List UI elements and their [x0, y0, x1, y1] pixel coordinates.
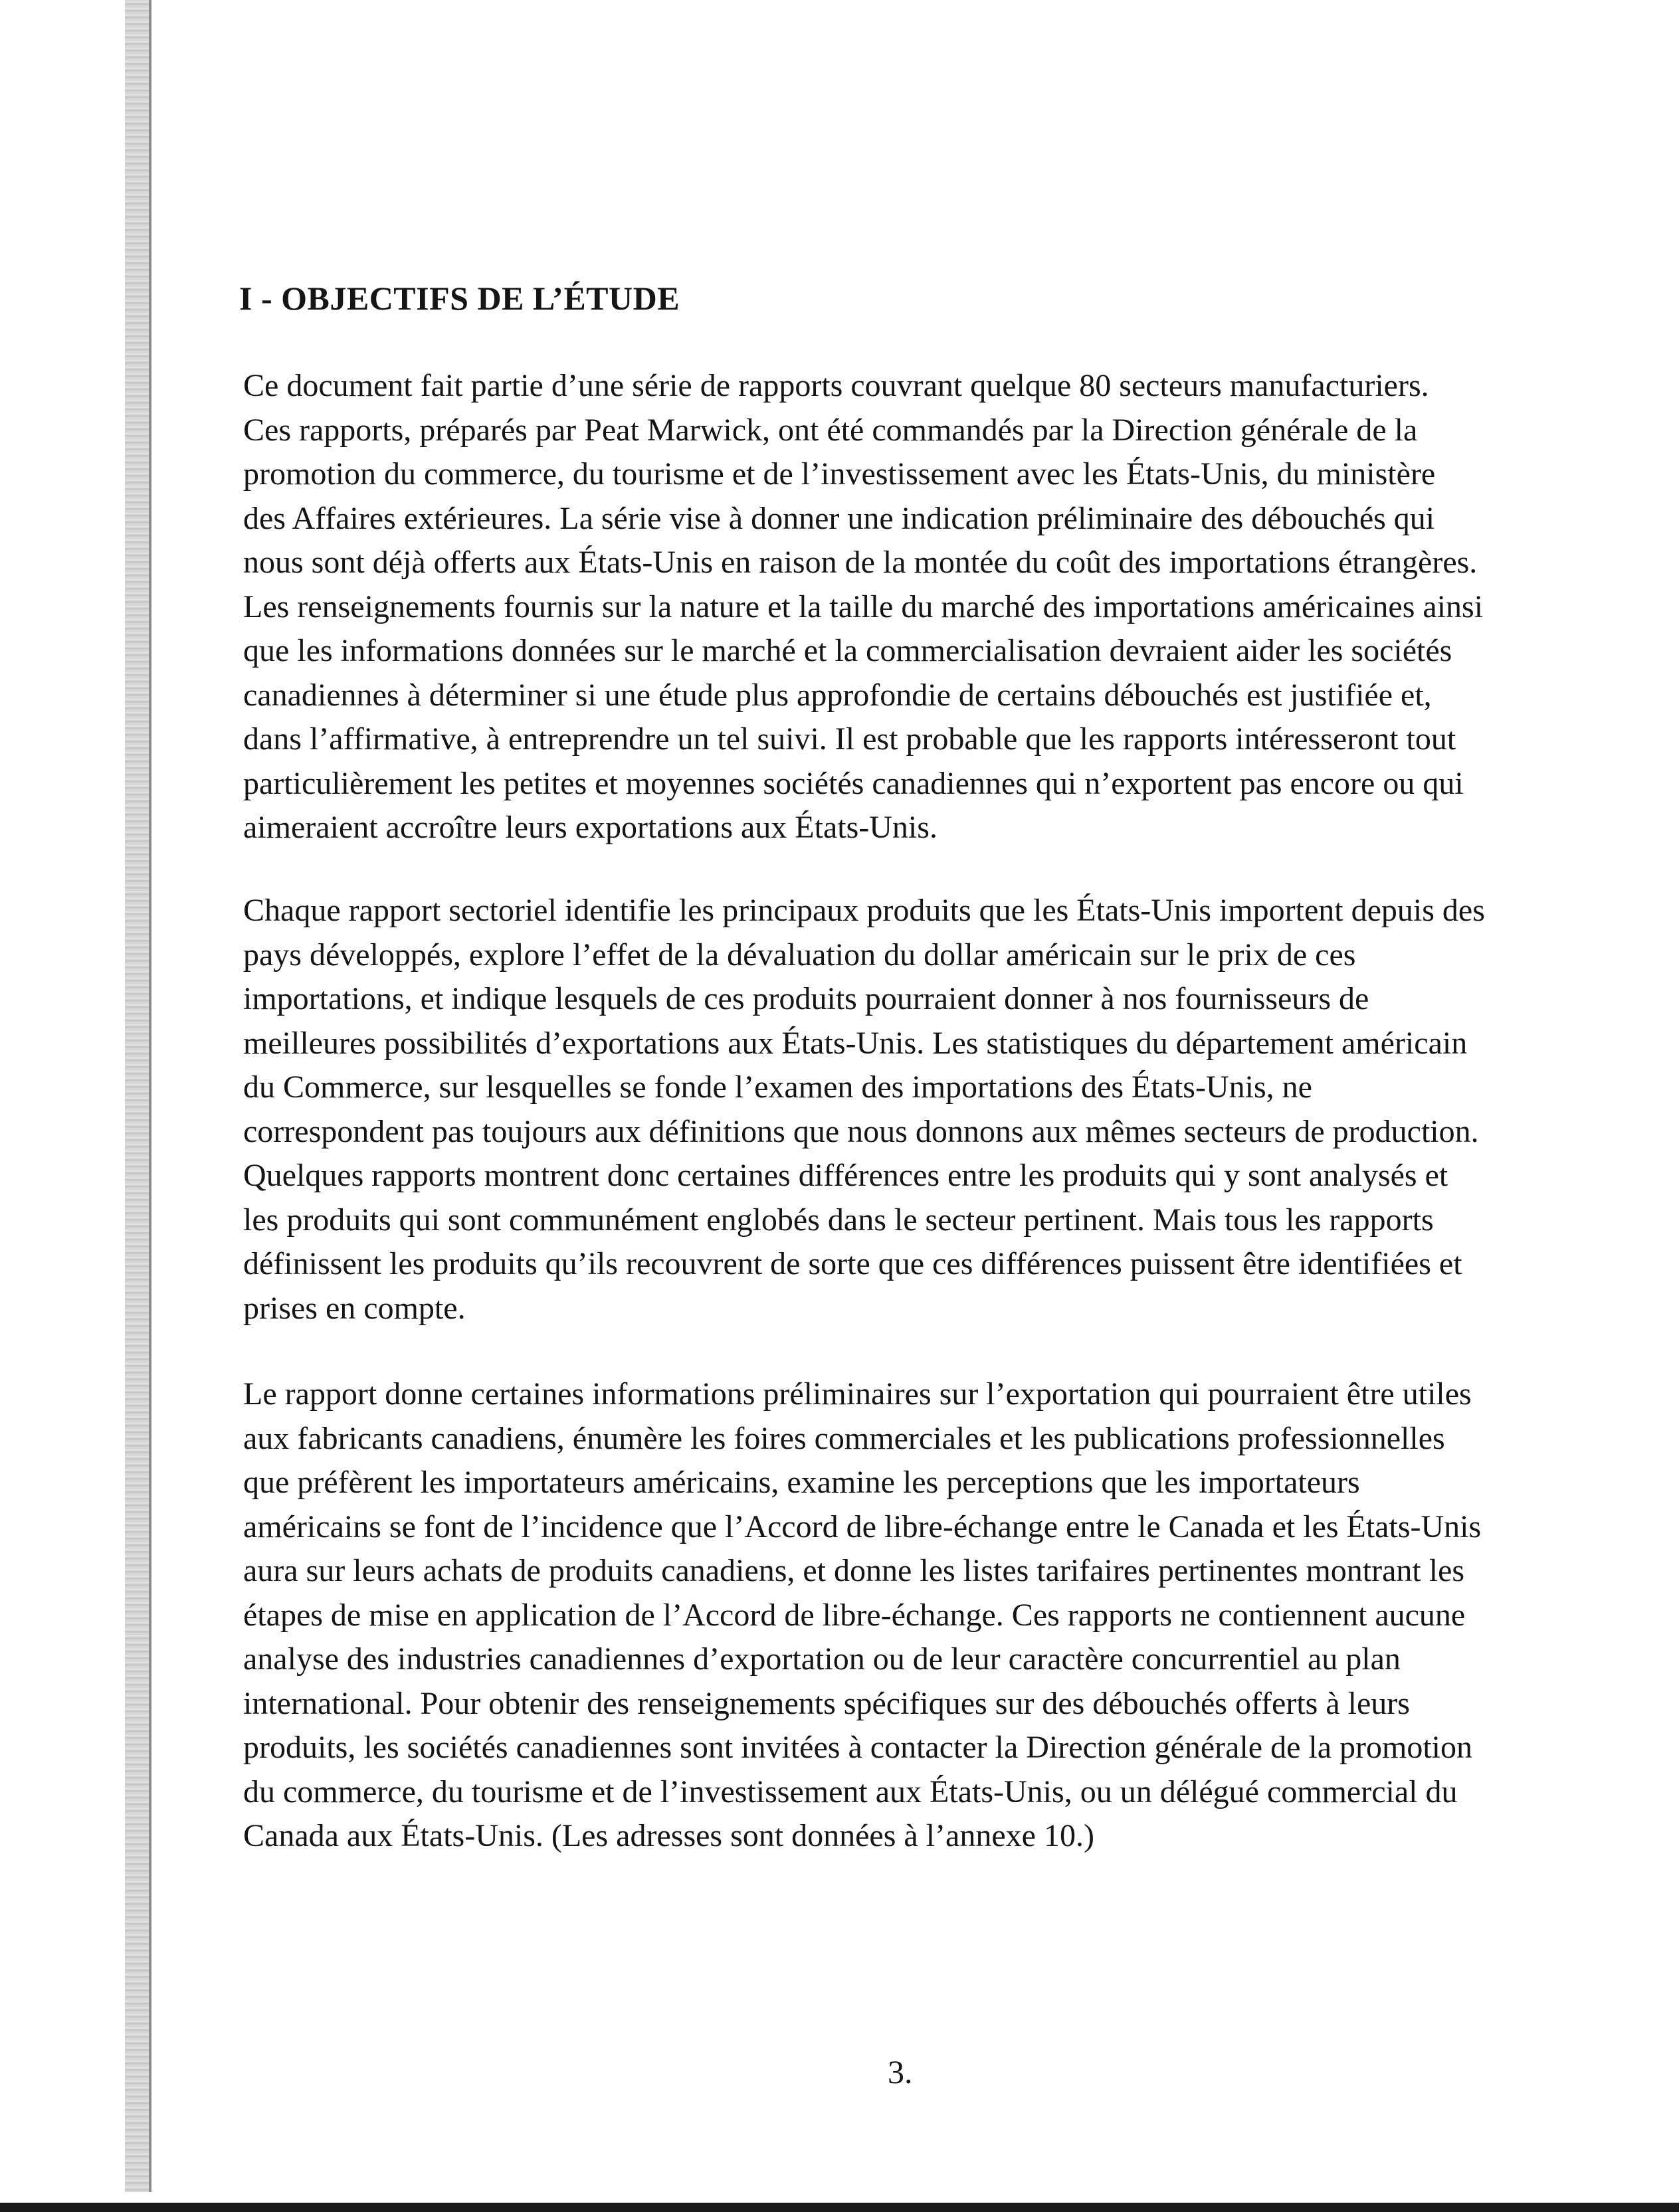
text-line: des Affaires extérieures. La série vise à donner une indication préliminaire des débouchés qui	[243, 500, 1435, 536]
section-heading: I - OBJECTIFS DE L’ÉTUDE	[239, 280, 680, 317]
text-line: du commerce, du tourisme et de l’investissement aux États-Unis, ou un délégué commercial du	[243, 1774, 1458, 1809]
text-line: étapes de mise en application de l’Accord de libre-échange. Ces rapports ne contiennent aucune	[243, 1597, 1466, 1633]
text-line: meilleures possibilités d’exportations aux États-Unis. Les statistiques du département américain	[243, 1025, 1468, 1061]
text-line: Ce document fait partie d’une série de rapports couvrant quelque 80 secteurs manufacturiers.	[243, 368, 1429, 403]
text-line: définissent les produits qu’ils recouvrent de sorte que ces différences puissent être identifiées et	[243, 1246, 1462, 1281]
text-line: dans l’affirmative, à entreprendre un tel suivi. Il est probable que les rapports intéresseront tout	[243, 721, 1456, 757]
text-line: aimeraient accroître leurs exportations aux États-Unis.	[243, 810, 938, 845]
text-line: produits, les sociétés canadiennes sont invitées à contacter la Direction générale de la promotion	[243, 1730, 1473, 1765]
text-line: Canada aux États-Unis. (Les adresses sont données à l’annexe 10.)	[243, 1818, 1094, 1853]
text-line: aux fabricants canadiens, énumère les foires commerciales et les publications professionnelles	[243, 1420, 1445, 1456]
text-line: pays développés, explore l’effet de la dévaluation du dollar américain sur le prix de ces	[243, 937, 1356, 972]
text-line: américains se font de l’incidence que l’Accord de libre-échange entre le Canada et les États-Unis	[243, 1509, 1482, 1544]
text-line: les produits qui sont communément englobés dans le secteur pertinent. Mais tous les rapports	[243, 1202, 1434, 1238]
text-line: international. Pour obtenir des renseignements spécifiques sur des débouchés offerts à leurs	[243, 1685, 1410, 1721]
text-line: aura sur leurs achats de produits canadiens, et donne les listes tarifaires pertinentes montrant les	[243, 1553, 1465, 1588]
text-line: correspondent pas toujours aux définitions que nous donnons aux mêmes secteurs de production.	[243, 1113, 1479, 1149]
scanned-page-bottom-edge	[0, 2203, 1679, 2212]
text-line: analyse des industries canadiennes d’exportation ou de leur caractère concurrentiel au plan	[243, 1641, 1401, 1677]
text-line: Ces rapports, préparés par Peat Marwick, ont été commandés par la Direction générale de la	[243, 412, 1418, 448]
paragraph-3	[243, 1372, 1572, 1859]
scanned-page-edge	[125, 0, 149, 2192]
page-number: 3.	[888, 2053, 913, 2090]
text-line: Quelques rapports montrent donc certaines différences entre les produits qui y sont analysés et	[243, 1158, 1448, 1193]
text-line: canadiennes à déterminer si une étude plus approfondie de certains débouchés est justifiée et,	[243, 677, 1432, 713]
text-line: nous sont déjà offerts aux États-Unis en raison de la montée du coût des importations étrangères.	[243, 545, 1478, 580]
text-line: particulièrement les petites et moyennes sociétés canadiennes qui n’exportent pas encore ou qui	[243, 765, 1464, 801]
paragraph-2	[243, 889, 1572, 1331]
paragraph-1	[243, 364, 1572, 850]
text-line: que les informations données sur le marché et la commercialisation devraient aider les sociétés	[243, 633, 1452, 668]
text-line: promotion du commerce, du tourisme et de l’investissement avec les États-Unis, du ministère	[243, 456, 1436, 492]
text-line: prises en compte.	[243, 1290, 466, 1326]
text-line: importations, et indique lesquels de ces produits pourraient donner à nos fournisseurs de	[243, 981, 1369, 1016]
text-line: Le rapport donne certaines informations préliminaires sur l’exportation qui pourraient être utiles	[243, 1376, 1472, 1412]
text-line: du Commerce, sur lesquelles se fonde l’examen des importations des États-Unis, ne	[243, 1069, 1312, 1105]
text-line: Les renseignements fournis sur la nature et la taille du marché des importations américaines ainsi	[243, 589, 1484, 624]
text-line: Chaque rapport sectoriel identifie les principaux produits que les États-Unis importent depuis des	[243, 893, 1485, 928]
text-line: que préfèrent les importateurs américains, examine les perceptions que les importateurs	[243, 1465, 1360, 1500]
